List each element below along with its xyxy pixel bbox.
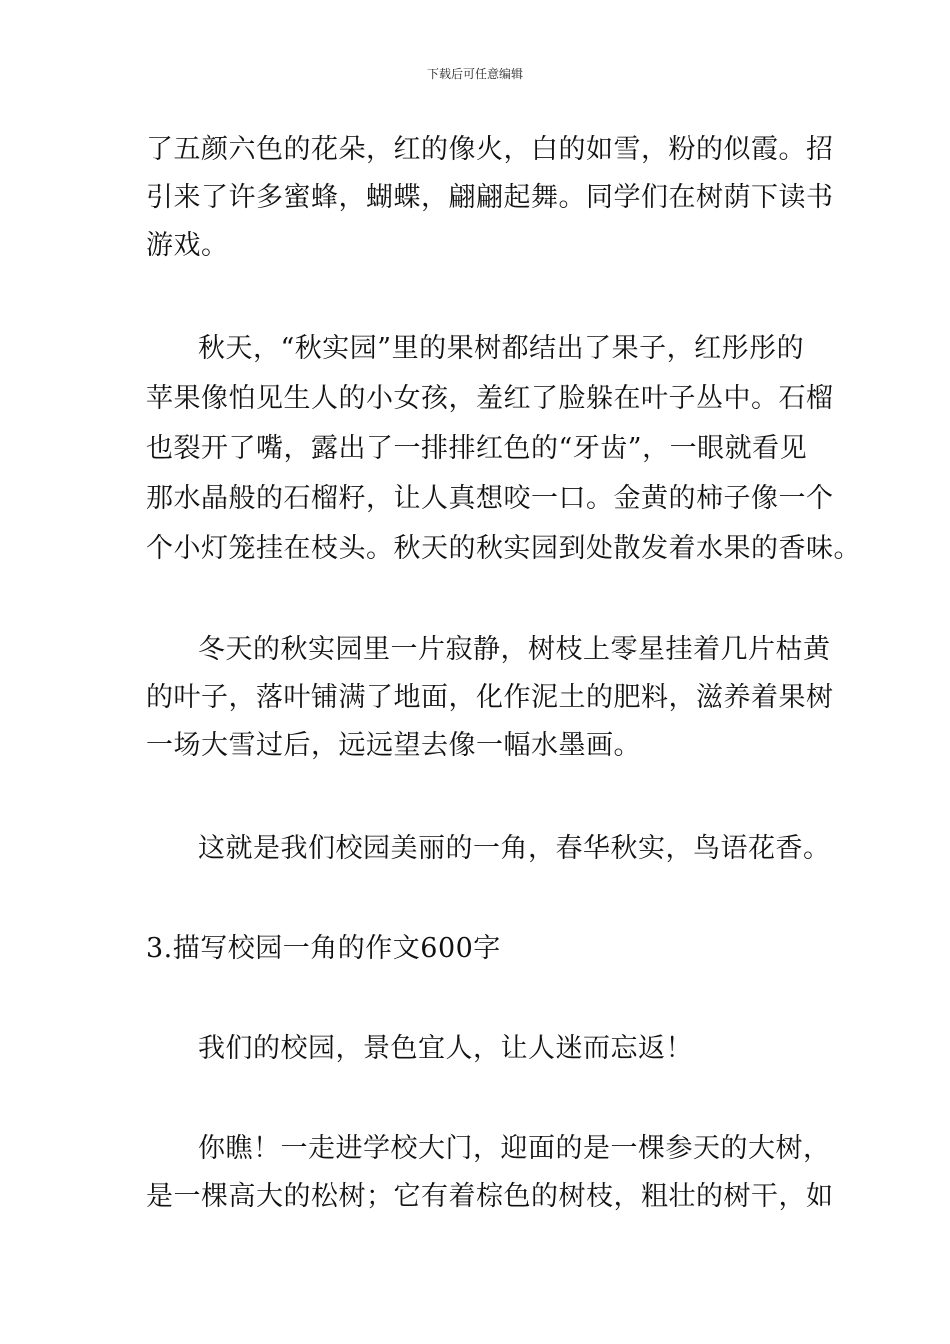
- body-line: 个小灯笼挂在枝头。秋天的秋实园到处散发着水果的香味。: [146, 533, 861, 564]
- body-line: 你瞧！一走进学校大门，迎面的是一棵参天的大树，: [198, 1133, 831, 1164]
- body-line: 引来了许多蜜蜂，蝴蝶，翩翩起舞。同学们在树荫下读书: [146, 182, 834, 213]
- body-line: 是一棵高大的松树；它有着棕色的树枝，粗壮的树干，如: [146, 1181, 834, 1212]
- body-line: 冬天的秋实园里一片寂静，树枝上零星挂着几片枯黄: [198, 634, 831, 665]
- body-line: 的叶子，落叶铺满了地面，化作泥土的肥料，滋养着果树: [146, 682, 834, 713]
- body-line: 一场大雪过后，远远望去像一幅水墨画。: [146, 730, 641, 761]
- body-line: 秋天，“秋实园”里的果树都结出了果子，红彤彤的: [198, 333, 805, 364]
- body-line: 苹果像怕见生人的小女孩，羞红了脸躲在叶子丛中。石榴: [146, 383, 834, 414]
- section-heading: 3.描写校园一角的作文600字: [146, 933, 501, 964]
- body-line: 也裂开了嘴，露出了一排排红色的“牙齿”，一眼就看见: [146, 433, 808, 464]
- body-line: 那水晶般的石榴籽，让人真想咬一口。金黄的柿子像一个: [146, 483, 834, 514]
- body-line: 这就是我们校园美丽的一角，春华秋实，鸟语花香。: [198, 833, 831, 864]
- body-line: 游戏。: [146, 230, 229, 261]
- body-line: 了五颜六色的花朵，红的像火，白的如雪，粉的似霞。招: [146, 134, 834, 165]
- body-line: 我们的校园，景色宜人，让人迷而忘返！: [198, 1033, 693, 1064]
- page-header: 下载后可任意编辑: [426, 67, 523, 81]
